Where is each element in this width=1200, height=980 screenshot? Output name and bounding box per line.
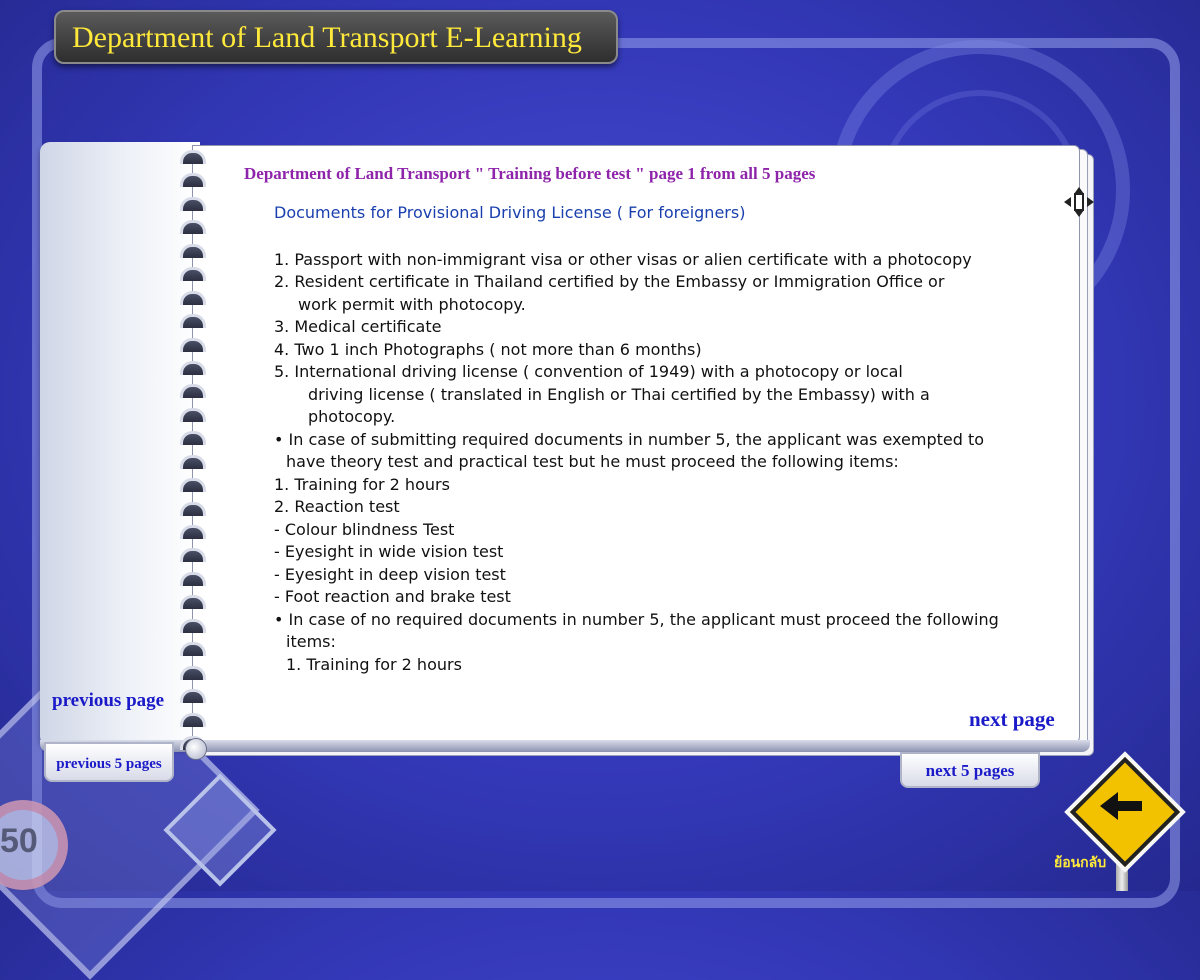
- app-title-bar: [54, 10, 618, 64]
- spiral-ring: [180, 314, 206, 328]
- document-line: • In case of submitting required documents in number 5, the applicant was exempted to: [274, 429, 985, 449]
- spiral-ring: [180, 220, 206, 234]
- spiral-ring: [180, 548, 206, 562]
- spiral-ring: [180, 478, 206, 492]
- document-content: [256, 194, 1056, 684]
- spiral-ring: [180, 689, 206, 703]
- document-line: work permit with photocopy.: [298, 294, 526, 314]
- previous-5-pages-button[interactable]: previous 5 pages: [44, 742, 174, 782]
- spiral-ring: [180, 150, 206, 164]
- spiral-ring: [180, 642, 206, 656]
- next-page-link[interactable]: next page: [969, 707, 1055, 731]
- spiral-ring: [180, 291, 206, 305]
- document-line: 5. International driving license ( convention of 1949) with a photocopy or local: [274, 362, 903, 381]
- spiral-ring: [180, 619, 206, 633]
- document-line: driving license ( translated in English or Thai certified by the Embassy) with a: [308, 384, 930, 404]
- spiral-ring: [180, 361, 206, 375]
- document-title: Documents for Provisional Driving License ( For foreigners): [274, 203, 746, 222]
- back-label[interactable]: ย้อนกลับ: [1054, 855, 1107, 871]
- document-line: have theory test and practical test but he must proceed the following items:: [286, 452, 899, 471]
- back-arrow-icon[interactable]: [1094, 786, 1150, 826]
- spiral-ring: [180, 525, 206, 539]
- document-line: 3. Medical certificate: [274, 317, 442, 336]
- spiral-ring: [180, 197, 206, 211]
- document-line: 4. Two 1 inch Photographs ( not more than 6 months): [274, 339, 702, 359]
- spiral-ring: [180, 455, 206, 469]
- spiral-ring: [180, 502, 206, 516]
- spiral-ring: [180, 713, 206, 727]
- document-list: [274, 249, 1056, 677]
- spiral-ring: [180, 244, 206, 258]
- spiral-ring: [180, 173, 206, 187]
- spiral-ring: [180, 572, 206, 586]
- previous-page-link[interactable]: previous page: [52, 690, 165, 711]
- document-line: - Foot reaction and brake test: [274, 587, 511, 606]
- move-arrows-icon[interactable]: [1062, 185, 1096, 219]
- spiral-ring: [180, 384, 206, 398]
- spiral-ring: [180, 267, 206, 281]
- document-line: 1. Training for 2 hours: [286, 654, 462, 674]
- spiral-ring: [180, 431, 206, 445]
- spiral-ring: [180, 595, 206, 609]
- book-left-page: [40, 142, 200, 746]
- document-line: 2. Resident certificate in Thailand certified by the Embassy or Immigration Office or: [274, 272, 945, 291]
- document-line: 1. Training for 2 hours: [274, 474, 450, 494]
- document-line: items:: [286, 632, 336, 651]
- document-line: • In case of no required documents in number 5, the applicant must proceed the following: [274, 609, 999, 629]
- spiral-end-ring: [185, 738, 207, 760]
- app-title: Department of Land Transport E-Learning: [72, 21, 582, 54]
- next-5-pages-button[interactable]: next 5 pages: [900, 752, 1040, 788]
- document-line: 2. Reaction test: [274, 497, 400, 516]
- document-line: 1. Passport with non-immigrant visa or other visas or alien certificate with a photocopy: [274, 249, 972, 269]
- spiral-ring: [180, 408, 206, 422]
- document-line: - Colour blindness Test: [274, 519, 455, 539]
- spiral-binding: [180, 150, 210, 750]
- document-line: - Eyesight in deep vision test: [274, 564, 506, 584]
- spiral-ring: [180, 666, 206, 680]
- document-line: photocopy.: [308, 407, 396, 426]
- page-header: Department of Land Transport " Training before test " page 1 from all 5 pages: [244, 164, 816, 183]
- speed-limit-sign-text: 50: [0, 822, 38, 860]
- document-line: - Eyesight in wide vision test: [274, 542, 504, 561]
- spiral-ring: [180, 338, 206, 352]
